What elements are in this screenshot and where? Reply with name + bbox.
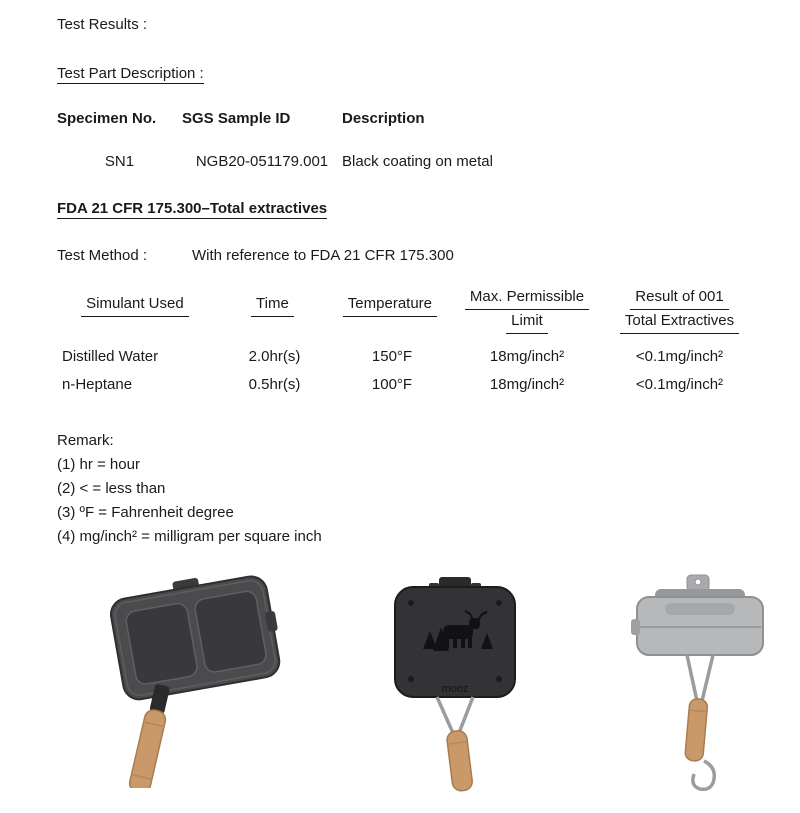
remark-item: (3) ºF = Fahrenheit degree <box>57 504 234 521</box>
sgs-sample-id-header: SGS Sample ID <box>182 110 291 127</box>
remark-item: (1) hr = hour <box>57 456 140 473</box>
specimen-table-header <box>57 110 760 127</box>
logo-pan-illustration <box>385 573 525 793</box>
remark-item: (4) mg/inch² = milligram per square inch <box>57 528 322 545</box>
specimen-table-row <box>57 153 760 170</box>
column-header-max-permissible-limit: Max. Permissible Limit <box>452 286 602 334</box>
test-part-description-label: Test Part Description : <box>57 65 204 82</box>
brand-text: mooz <box>441 683 469 695</box>
specimen-no-value: SN1 <box>104 153 135 170</box>
product-photos <box>57 573 760 813</box>
description-value: Black coating on metal <box>342 153 493 170</box>
sandwich-maker-photo-open-double-pan <box>105 573 285 788</box>
test-method-value: With reference to FDA 21 CFR 175.300 <box>192 247 454 264</box>
sandwich-maker-photo-logo-pan <box>385 573 525 793</box>
remark-item: (2) < = less than <box>57 480 166 497</box>
column-header-time: Time <box>217 286 332 334</box>
remark-label: Remark: <box>57 432 114 449</box>
results-table <box>57 286 760 393</box>
specimen-no-header: Specimen No. <box>57 110 157 127</box>
results-table-header <box>57 286 760 334</box>
sandwich-maker-photo-closed-side-view <box>625 573 765 813</box>
column-header-result-total-extractives: Result of 001 Total Extractives <box>602 286 757 334</box>
remark-section <box>57 429 760 549</box>
results-row-n-heptane: n-Heptane 0.5hr(s) 100°F 18mg/inch² <0.1mg/inch² <box>62 376 724 393</box>
results-row-distilled-water: Distilled Water 2.0hr(s) 150°F 18mg/inch² <0.1mg/inch² <box>62 348 724 365</box>
column-header-simulant-used: Simulant Used <box>57 286 217 334</box>
test-results-heading: Test Results : <box>57 16 148 33</box>
closed-pan-illustration <box>625 573 765 813</box>
sgs-sample-id-value: NGB20-051179.001 <box>195 153 329 170</box>
description-header: Description <box>342 110 425 127</box>
section-title: FDA 21 CFR 175.300–Total extractives <box>57 200 328 217</box>
double-pan-illustration <box>105 573 285 788</box>
column-header-temperature: Temperature <box>332 286 452 334</box>
test-method-line <box>57 247 760 264</box>
test-part-description-heading <box>57 65 760 84</box>
test-method-label: Test Method : <box>57 247 148 264</box>
